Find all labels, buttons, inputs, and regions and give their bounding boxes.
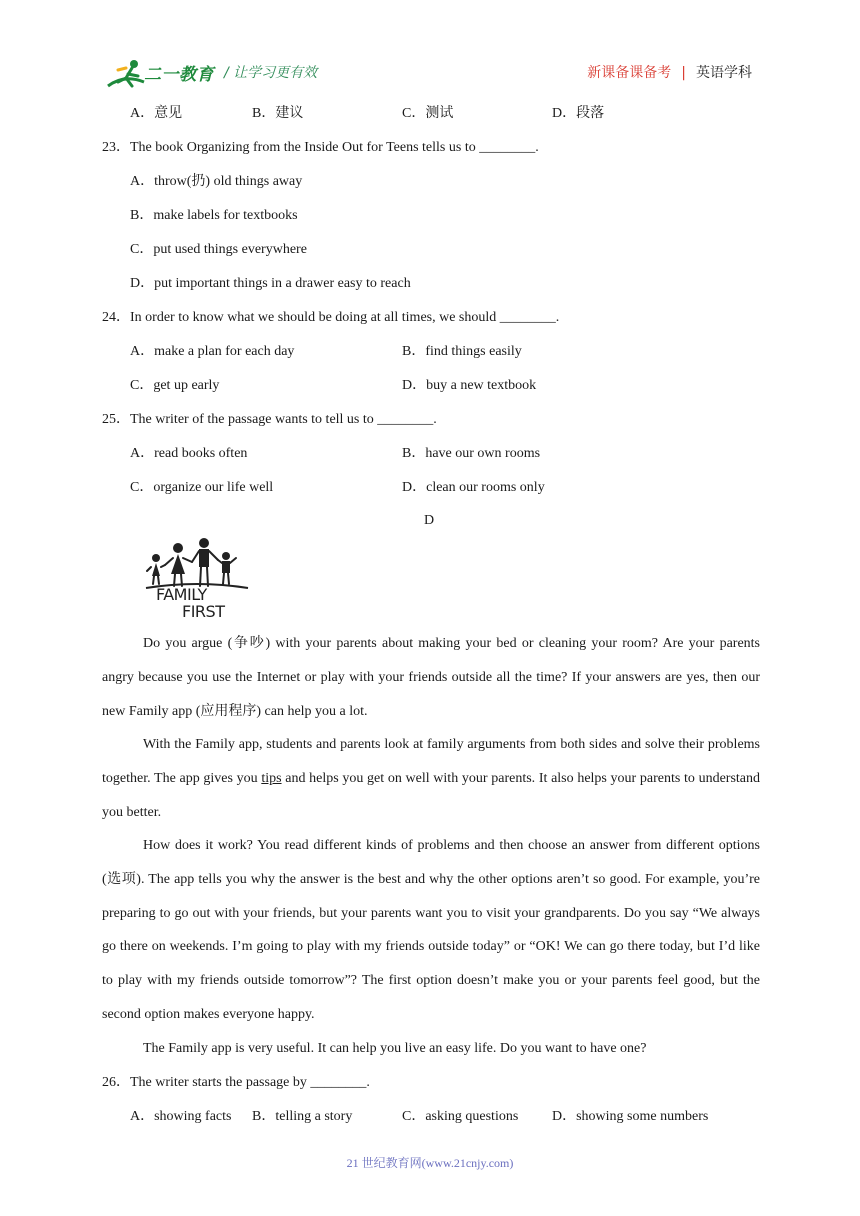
q24-option-d: D．buy a new textbook bbox=[402, 378, 537, 393]
q23-stem: 23．The book Organizing from the Inside Out for Teens tells us to ________. bbox=[102, 140, 539, 155]
q25-option-d: D．clean our rooms only bbox=[402, 480, 545, 495]
family-first-line2: FIRST bbox=[182, 602, 225, 621]
q24-stem: 24．In order to know what we should be doing at all times, we should ________. bbox=[102, 310, 560, 325]
header-slogan: / 让学习更有效 bbox=[224, 65, 318, 81]
q25-stem: 25．The writer of the passage wants to tell us to ________. bbox=[102, 412, 437, 427]
q26-option-c: C．asking questions bbox=[402, 1109, 519, 1124]
q24-option-a: A．make a plan for each day bbox=[130, 344, 295, 359]
passage-underlined-word: tips bbox=[261, 770, 282, 786]
q25-option-c: C．organize our life well bbox=[130, 480, 274, 495]
q26-stem: 26．The writer starts the passage by ________. bbox=[102, 1075, 370, 1090]
q26-option-d: D．showing some numbers bbox=[552, 1109, 709, 1124]
header-separator: | bbox=[681, 65, 686, 81]
passage-paragraph-2 bbox=[102, 728, 760, 829]
q26-option-b: B．telling a story bbox=[252, 1109, 353, 1124]
passage-p2-before: With the Family app, students and parents look at family arguments from both sides and solve their problems together. The app gives you bbox=[102, 737, 760, 786]
q24-option-c: C．get up early bbox=[130, 378, 220, 393]
section-label: D bbox=[424, 513, 435, 528]
passage-p2-after: and helps you get on well with your parents. It also helps your parents to understand you better. bbox=[102, 770, 761, 820]
passage-paragraph-4: The Family app is very useful. It can help you live an easy life. Do you want to have one? bbox=[143, 1041, 647, 1056]
passage-paragraph-3: How does it work? You read different kinds of problems and then choose an answer from different options (选项). The app tells you why the answer is the best and why the other options aren’t so good. For example, you’re preparing to go out with your friends, but your parents want you to visit your grandparents. Do you say “We always go there on weekends. I’m going to play with my friends outside today” or “OK! We can go there today, but I’d like to play with my friends outside tomorrow”? The first option doesn’t make you or your parents feel good, but the second option makes everyone happy. bbox=[102, 838, 760, 1022]
family-first-text bbox=[156, 586, 224, 620]
q22-option-c: C．测试 bbox=[402, 106, 454, 121]
family-first-line1: FAMILY bbox=[156, 585, 207, 604]
q22-option-a: A．意见 bbox=[130, 106, 183, 121]
q26-option-a: A．showing facts bbox=[130, 1109, 232, 1124]
header-course: 新课备课备考 bbox=[587, 65, 672, 81]
q23-option-b: B．make labels for textbooks bbox=[130, 208, 298, 223]
family-first-image bbox=[142, 536, 252, 624]
q25-option-a: A．read books often bbox=[130, 446, 248, 461]
passage-paragraph-1: Do you argue (争吵) with your parents about making your bed or cleaning your room? Are your parents angry because you use the Internet or play with your friends outside all the time? If your answers are yes, then our new Family app (应用程序) can help you a lot. bbox=[102, 636, 760, 719]
q23-option-c: C．put used things everywhere bbox=[130, 242, 307, 257]
q23-option-a: A．throw(扔) old things away bbox=[130, 174, 303, 189]
header-right bbox=[587, 62, 752, 82]
q23-option-d: D．put important things in a drawer easy to reach bbox=[130, 276, 411, 291]
family-figures-icon bbox=[142, 536, 252, 592]
q25-option-b: B．have our own rooms bbox=[402, 446, 541, 461]
q22-option-d: D．段落 bbox=[552, 106, 605, 121]
q24-option-b: B．find things easily bbox=[402, 344, 522, 359]
header-subject: 英语学科 bbox=[696, 65, 752, 81]
q22-option-b: B．建议 bbox=[252, 106, 304, 121]
page-footer: 21 世纪教育网(www.21cnjy.com) bbox=[346, 1156, 514, 1170]
logo-text: 二一教育 bbox=[144, 65, 214, 85]
